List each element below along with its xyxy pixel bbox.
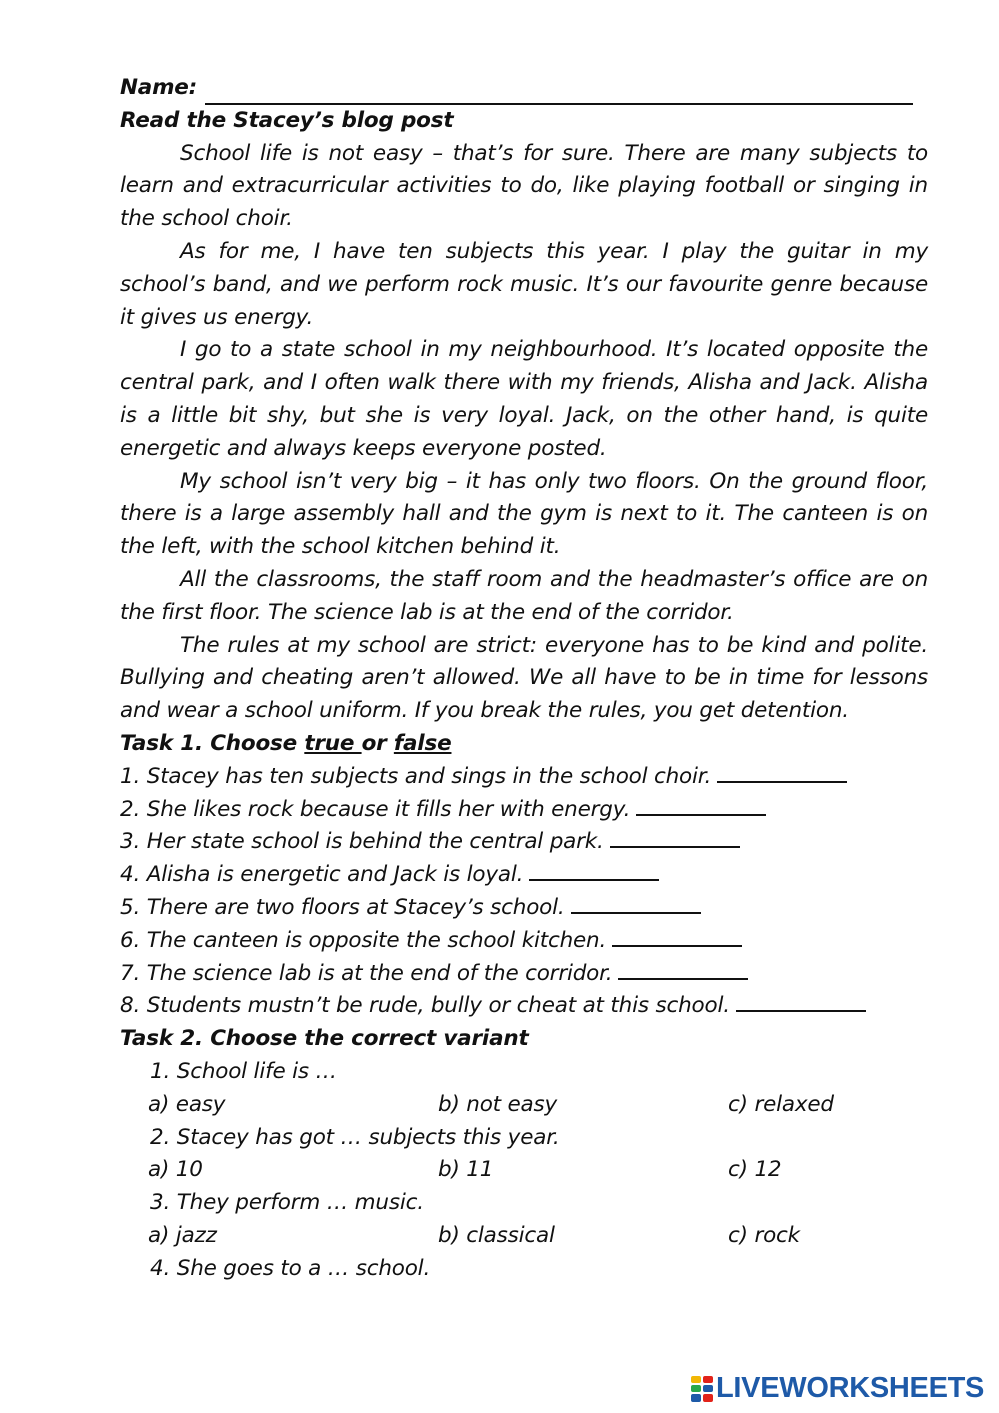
option-a[interactable]: a) easy xyxy=(148,1091,226,1117)
options-3 xyxy=(120,1220,928,1253)
question-4: 4. She goes to a … school. xyxy=(150,1255,431,1281)
reading-text xyxy=(120,138,928,728)
statement-3 xyxy=(120,826,928,859)
statement-text: 3. Her state school is behind the central park. xyxy=(120,829,604,855)
question-3: 3. They perform … music. xyxy=(150,1190,424,1216)
statement-text: 6. The canteen is opposite the school kitchen. xyxy=(120,927,607,953)
statement-text: 7. The science lab is at the end of the corridor. xyxy=(120,960,613,986)
liveworksheets-logo-icon xyxy=(691,1376,713,1402)
answer-blank-6[interactable] xyxy=(612,925,742,947)
name-field[interactable] xyxy=(205,81,913,105)
paragraph-3: I go to a state school in my neighbourhood. It’s located opposite the central park, and I often walk there with my friends, Alisha and Jack. Alisha is a little bit shy, but she is very loyal. Jack, on the other hand, is quite energetic and always keeps everyone posted. xyxy=(120,337,928,461)
statement-8 xyxy=(120,990,928,1023)
paragraph-5: All the classrooms, the staff room and the headmaster’s office are on the first floor. The science lab is at the end of the corridor. xyxy=(120,566,928,625)
reading-title: Read the Stacey’s blog post xyxy=(120,107,454,133)
name-label: Name: xyxy=(120,75,198,100)
task1-or-word: or xyxy=(361,730,394,756)
answer-blank-5[interactable] xyxy=(571,892,701,914)
question-1: 1. School life is … xyxy=(150,1058,337,1084)
paragraph-6: The rules at my school are strict: everyone has to be kind and polite. Bullying and cheating aren’t allowed. We all have to be in time for lessons and wear a school uniform. If you break the rules, you get detention. xyxy=(120,632,928,724)
name-row xyxy=(120,72,928,105)
option-a[interactable]: a) jazz xyxy=(148,1222,217,1248)
option-c[interactable]: c) relaxed xyxy=(728,1091,834,1117)
statement-1 xyxy=(120,761,928,794)
paragraph-1: School life is not easy – that’s for sure. There are many subjects to learn and extracurricular activities to do, like playing football or singing in the school choir. xyxy=(120,140,928,232)
option-a[interactable]: a) 10 xyxy=(148,1157,203,1183)
statement-2 xyxy=(120,794,928,827)
statement-6 xyxy=(120,925,928,958)
answer-blank-1[interactable] xyxy=(717,761,847,783)
worksheet-page xyxy=(120,72,928,1285)
paragraph-2: As for me, I have ten subjects this year. I play the guitar in my school’s band, and we perform rock music. It’s our favourite genre because it gives us energy. xyxy=(120,238,928,330)
statement-7 xyxy=(120,958,928,991)
liveworksheets-logo-text: LIVEWORKSHEETS xyxy=(716,1372,985,1404)
question-2: 2. Stacey has got … subjects this year. xyxy=(150,1124,560,1150)
answer-blank-8[interactable] xyxy=(736,990,866,1012)
answer-blank-7[interactable] xyxy=(618,958,748,980)
statement-4 xyxy=(120,859,928,892)
answer-blank-4[interactable] xyxy=(529,859,659,881)
statement-text: 2. She likes rock because it fills her with energy. xyxy=(120,796,631,822)
task1-true-word: true xyxy=(304,730,362,756)
option-b[interactable]: b) classical xyxy=(438,1222,555,1248)
answer-blank-3[interactable] xyxy=(610,826,740,848)
option-b[interactable]: b) 11 xyxy=(438,1157,494,1183)
options-2 xyxy=(120,1154,928,1187)
option-b[interactable]: b) not easy xyxy=(438,1091,558,1117)
statement-5 xyxy=(120,892,928,925)
answer-blank-2[interactable] xyxy=(636,794,766,816)
options-1 xyxy=(120,1089,928,1122)
task2-title: Task 2. Choose the correct variant xyxy=(120,1026,529,1052)
statement-text: 8. Students mustn’t be rude, bully or cheat at this school. xyxy=(120,993,730,1019)
paragraph-4: My school isn’t very big – it has only two floors. On the ground floor, there is a large assembly hall and the gym is next to it. The canteen is on the left, with the school kitchen behind it. xyxy=(120,468,928,560)
task1-title xyxy=(120,728,928,761)
statement-text: 5. There are two floors at Stacey’s school. xyxy=(120,894,565,920)
statement-text: 4. Alisha is energetic and Jack is loyal. xyxy=(120,862,524,888)
option-c[interactable]: c) 12 xyxy=(728,1157,782,1183)
task1-false-word: false xyxy=(393,730,452,756)
option-c[interactable]: c) rock xyxy=(728,1222,800,1248)
liveworksheets-logo xyxy=(691,1372,984,1405)
task1-title-prefix: Task 1. Choose xyxy=(120,730,305,756)
statement-text: 1. Stacey has ten subjects and sings in the school choir. xyxy=(120,763,712,789)
